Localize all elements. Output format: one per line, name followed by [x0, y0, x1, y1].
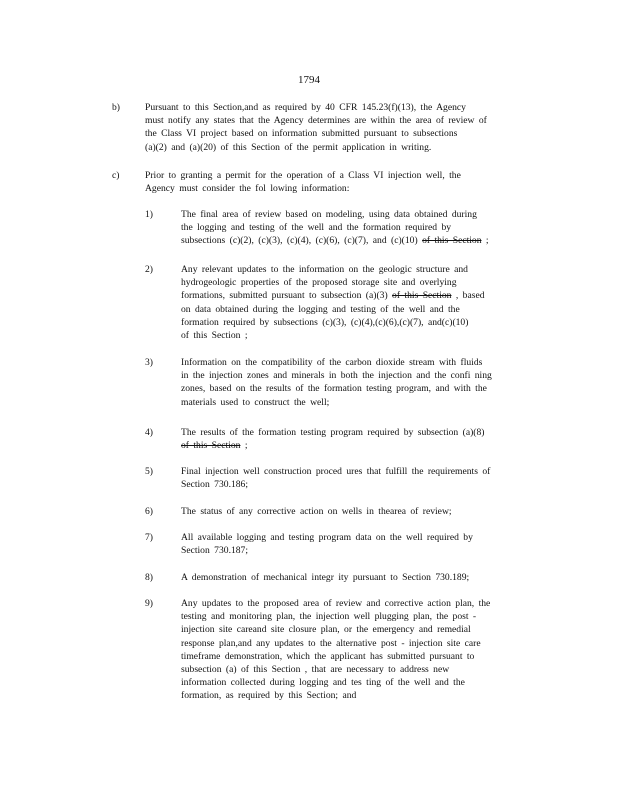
paragraph-label-b: b)	[112, 102, 120, 113]
item-number-5: 5)	[145, 466, 153, 477]
list-item-5	[181, 465, 490, 491]
item-line: hydrogeologic properties of the proposed storage site and overlying	[181, 277, 457, 289]
paragraph-line: Agency must consider the fol lowing information:	[145, 183, 350, 195]
item-number-4: 4)	[145, 427, 153, 438]
paragraph-line: (a)(2) and (a)(20) of this Section of the permit application in writing.	[145, 141, 432, 153]
item-number-1: 1)	[145, 209, 153, 220]
item-line: The status of any corrective action on wells in thearea of review;	[181, 506, 452, 517]
item-line: The results of the formation testing program required by subsection (a)(8)	[181, 427, 485, 438]
item-line: Any updates to the proposed area of review and corrective action plan, the	[181, 598, 491, 609]
item-line: materials used to construct the well;	[181, 396, 330, 408]
item-line: injection site careand site closure plan, or the emergency and remedial	[181, 624, 471, 636]
item-line: of this Section ;	[181, 440, 248, 452]
item-line: formation required by subsections (c)(3), (c)(4),(c)(6),(c)(7), and(c)(10)	[181, 316, 469, 328]
item-number-2: 2)	[145, 264, 153, 275]
item-line: of this Section ;	[181, 330, 248, 342]
item-line: Information on the compatibility of the carbon dioxide stream with fluids	[181, 357, 483, 368]
item-line: Section 730.186;	[181, 479, 249, 491]
item-line: All available logging and testing program data on the well required by	[181, 532, 473, 543]
item-line: timeframe demonstration, which the applicant has submitted pursuant to	[181, 650, 475, 662]
item-number-8: 8)	[145, 572, 153, 583]
item-line: formation, as required by this Section; and	[181, 690, 357, 702]
list-item-8	[181, 571, 469, 584]
page-number: 1794	[298, 74, 320, 86]
item-line: response plan,and any updates to the alternative post - injection site care	[181, 637, 481, 649]
list-item-9	[181, 597, 490, 703]
paragraph-line: the Class VI project based on information submitted pursuant to subsections	[145, 128, 458, 140]
paragraph-b	[145, 101, 487, 154]
item-number-6: 6)	[145, 506, 153, 517]
item-line: The final area of review based on modeling, using data obtained during	[181, 209, 477, 220]
list-item-3	[181, 356, 492, 409]
item-line: on data obtained during the logging and testing of the well and the	[181, 303, 460, 315]
item-line: subsection (a) of this Section , that are necessary to address new	[181, 664, 450, 676]
item-line: Any relevant updates to the information on the geologic structure and	[181, 264, 468, 275]
list-item-7	[181, 531, 473, 557]
item-line: in the injection zones and minerals in both the injection and the confi ning	[181, 370, 492, 382]
paragraph-line: must notify any states that the Agency determines are within the area of review of	[145, 115, 487, 127]
paragraph-c	[145, 169, 461, 195]
struck-text: of this Section	[422, 235, 482, 247]
list-item-1	[181, 208, 489, 248]
item-number-9: 9)	[145, 598, 153, 609]
item-line: Section 730.187;	[181, 545, 249, 557]
item-line: zones, based on the results of the formation testing program, and with the	[181, 383, 487, 395]
paragraph-line: Prior to granting a permit for the operation of a Class VI injection well, the	[145, 170, 461, 181]
item-line: A demonstration of mechanical integr ity pursuant to Section 730.189;	[181, 572, 470, 583]
struck-text: of this Section	[392, 290, 452, 302]
item-line: subsections (c)(2), (c)(3), (c)(4), (c)(6), (c)(7), and (c)(10) of this Section ;	[181, 235, 489, 247]
item-line: formations, submitted pursuant to subsection (a)(3) of this Section , based	[181, 290, 485, 302]
list-item-6	[181, 505, 452, 518]
item-line: the logging and testing of the well and the formation required by	[181, 222, 452, 234]
paragraph-label-c: c)	[112, 170, 120, 181]
item-number-3: 3)	[145, 357, 153, 368]
item-line: Final injection well construction proced ures that fulfill the requirements of	[181, 466, 491, 477]
item-line: testing and monitoring plan, the injection well plugging plan, the post -	[181, 611, 477, 623]
item-number-7: 7)	[145, 532, 153, 543]
item-line: information collected during logging and tes ting of the well and the	[181, 677, 465, 689]
list-item-2	[181, 263, 485, 342]
struck-text: of this Section	[181, 440, 241, 452]
list-item-4	[181, 426, 484, 452]
paragraph-line: Pursuant to this Section,and as required by 40 CFR 145.23(f)(13), the Agency	[145, 102, 466, 113]
